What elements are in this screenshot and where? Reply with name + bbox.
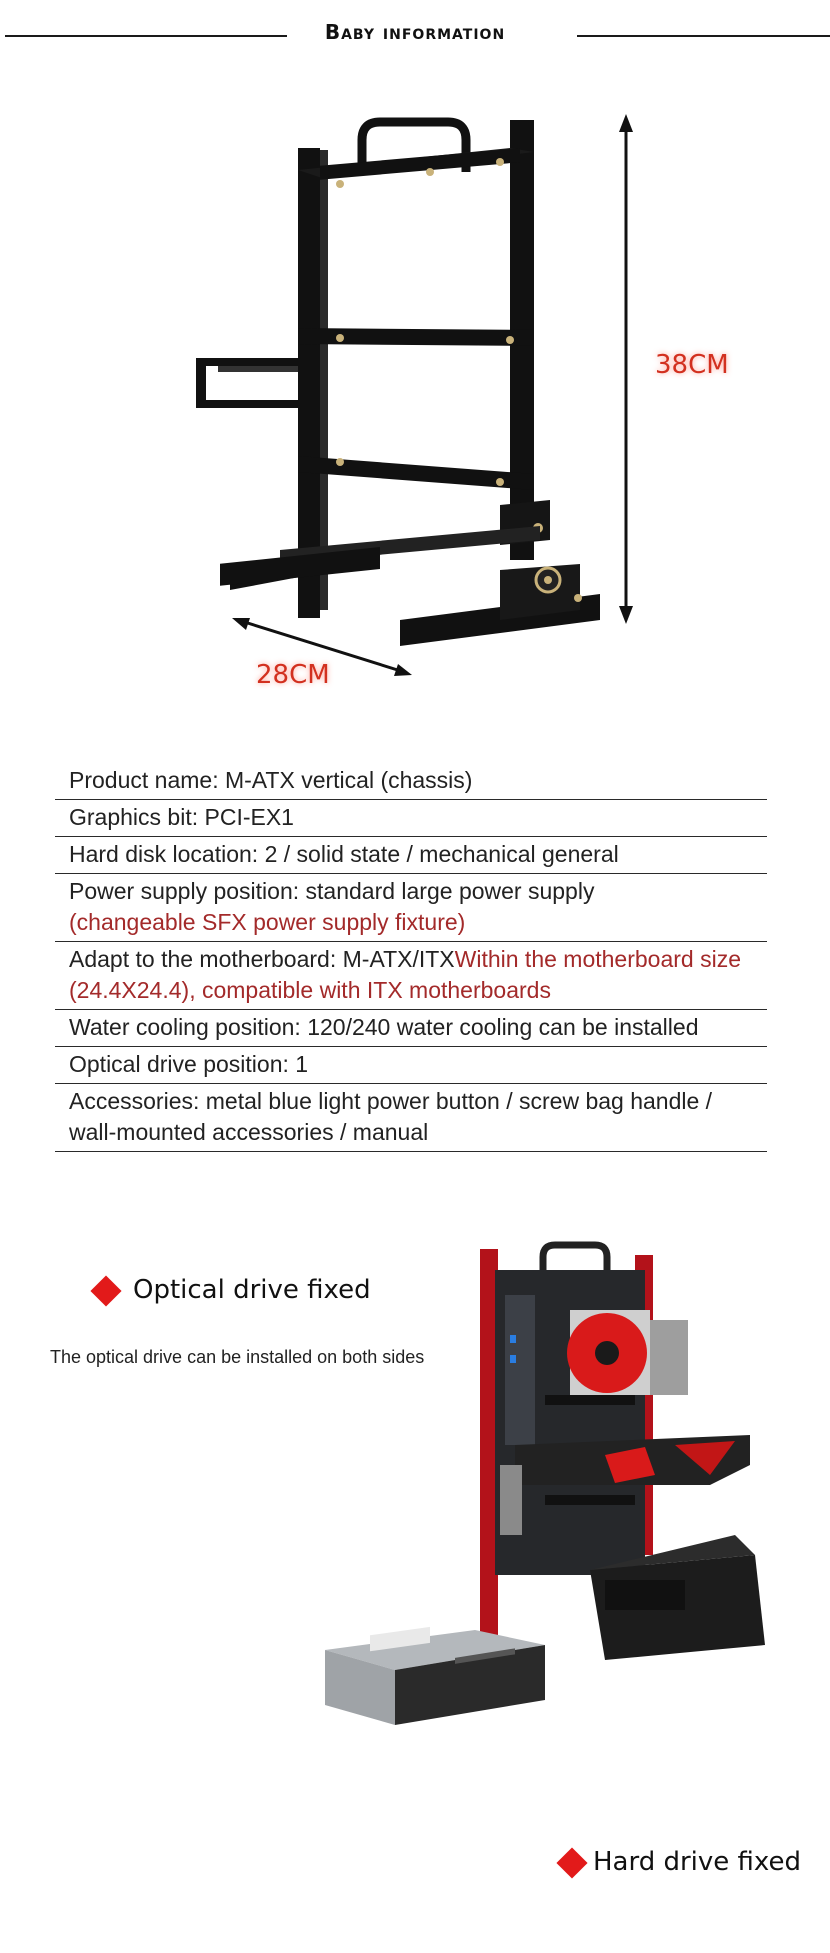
spec-accessories: Accessories: metal blue light power button / screw bag handle / wall-mounted accessories / manual — [69, 1088, 713, 1145]
width-dimension-label: 28CM — [256, 660, 330, 690]
spec-row — [55, 874, 767, 942]
spec-product-name: Product name: M-ATX vertical (chassis) — [69, 767, 473, 793]
assembled-build-illustration — [315, 1235, 775, 1735]
hard-drive-title: Hard drive fixed — [593, 1847, 802, 1877]
optical-drive-caption: The optical drive can be installed on both sides — [50, 1347, 425, 1367]
height-dimension-label: 38CM — [655, 350, 729, 380]
frame-illustration — [180, 100, 640, 680]
spec-optical-drive: Optical drive position: 1 — [69, 1051, 309, 1077]
red-diamond-icon — [556, 1847, 587, 1878]
spec-row — [55, 837, 767, 874]
spec-power-supply-note: (changeable SFX power supply fixture) — [69, 909, 466, 935]
spec-row — [55, 763, 767, 800]
section-title: Baby information — [324, 20, 506, 44]
spec-table — [55, 763, 767, 1152]
spec-motherboard: Adapt to the motherboard: M-ATX/ITX — [69, 946, 455, 972]
spec-motherboard-note: Within the motherboard size (24.4X24.4), compatible with ITX motherboards — [69, 946, 741, 1003]
spec-row — [55, 942, 767, 1010]
spec-row — [55, 1047, 767, 1084]
spec-graphics-bit: Graphics bit: PCI-EX1 — [69, 804, 294, 830]
spec-row — [55, 1084, 767, 1152]
spec-power-supply: Power supply position: standard large power supply — [69, 878, 595, 904]
spec-hard-disk: Hard disk location: 2 / solid state / mechanical general — [69, 841, 619, 867]
optical-drive-title: Optical drive fixed — [133, 1275, 371, 1305]
red-diamond-icon — [90, 1275, 121, 1306]
spec-water-cooling: Water cooling position: 120/240 water cooling can be installed — [69, 1014, 699, 1040]
spec-row — [55, 1010, 767, 1047]
spec-row — [55, 800, 767, 837]
